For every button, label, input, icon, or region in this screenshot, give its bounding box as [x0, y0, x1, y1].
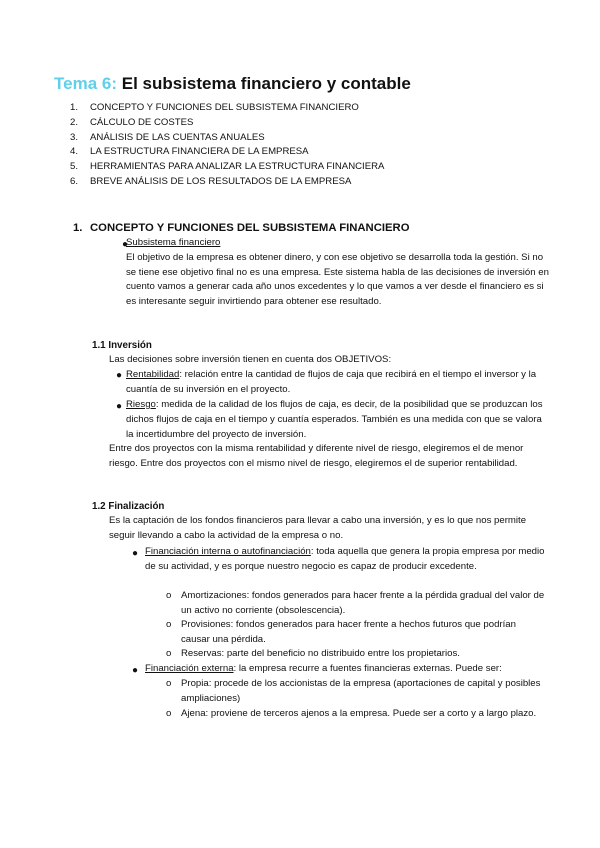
toc-number: 5.: [70, 161, 79, 173]
toc-label: BREVE ANÁLISIS DE LOS RESULTADOS DE LA EMPRESA: [90, 175, 352, 187]
bullet-icon: ●: [132, 548, 139, 559]
toc-number: 1.: [70, 102, 79, 113]
propia-item: Propia: procede de los accionistas de la empresa (aportaciones de capital y posibles ampliaciones): [181, 678, 541, 704]
bullet-icon: ●: [132, 665, 139, 676]
toc-item: [70, 131, 384, 146]
riesgo-label: Riesgo: [126, 399, 156, 410]
section-1-title: CONCEPTO Y FUNCIONES DEL SUBSISTEMA FINANCIERO: [90, 222, 410, 234]
riesgo-item: [126, 398, 551, 442]
interna-text: : toda aquella que genera la propia empresa por medio de su actividad, y es porque nuestro negocio es capaz de producir excedente.: [145, 546, 545, 572]
section-1-number: 1.: [73, 222, 83, 234]
circle-bullet-icon: o: [166, 708, 172, 719]
toc-number: 2.: [70, 116, 79, 128]
bullet-icon: ●: [116, 370, 123, 381]
toc-number: 3.: [70, 131, 79, 143]
financiacion-externa-item: [145, 662, 555, 677]
inversion-intro: Las decisiones sobre inversión tienen en cuenta dos OBJETIVOS:: [109, 354, 392, 365]
section-1-heading: [73, 221, 410, 236]
toc-item: [70, 145, 384, 160]
toc-item: [70, 101, 384, 116]
subsistema-label: Subsistema financiero: [126, 237, 221, 248]
inversion-heading: 1.1 Inversión: [92, 340, 152, 351]
interna-label: Financiación interna o autofinanciación: [145, 546, 311, 557]
rentabilidad-label: Rentabilidad: [126, 369, 180, 380]
provisiones-item: Provisiones: fondos generados para hacer frente a hechos futuros que podrían causar una pérdida.: [181, 619, 516, 645]
externa-text: : la empresa recurre a fuentes financieras externas. Puede ser:: [233, 663, 502, 674]
toc-item: [70, 175, 384, 190]
title-text: El subsistema financiero y contable: [121, 74, 411, 93]
toc-item: [70, 160, 384, 175]
bullet-icon: ●: [122, 239, 129, 250]
toc-label: CÁLCULO DE COSTES: [90, 116, 194, 128]
toc-number: 4.: [70, 146, 79, 158]
title-prefix: Tema 6:: [54, 74, 117, 93]
rentabilidad-text: : relación entre la cantidad de flujos de caja que recibirá en el tiempo el inversor y la cuantía de su inversión en el proyecto.: [126, 369, 537, 395]
circle-bullet-icon: o: [166, 590, 172, 601]
circle-bullet-icon: o: [166, 619, 172, 630]
ajena-item: Ajena: proviene de terceros ajenos a la empresa. Puede ser a corto y a largo plazo.: [181, 708, 537, 719]
document-title: [54, 73, 411, 95]
rentabilidad-item: [126, 368, 551, 398]
toc-label: CONCEPTO Y FUNCIONES DEL SUBSISTEMA FINANCIERO: [90, 102, 359, 113]
bullet-icon: ●: [116, 401, 123, 412]
toc-number: 6.: [70, 175, 79, 187]
amortizaciones-item: Amortizaciones: fondos generados para hacer frente a la pérdida gradual del valor de un activo no corriente (obsolescencia).: [181, 590, 545, 616]
toc-label: HERRAMIENTAS PARA ANALIZAR LA ESTRUCTURA FINANCIERA: [90, 161, 385, 173]
table-of-contents: [70, 101, 384, 190]
circle-bullet-icon: o: [166, 678, 172, 689]
toc-item: [70, 116, 384, 131]
subsistema-text: El objetivo de la empresa es obtener dinero, y con ese objetivo se desarrolla toda la gestión. Si no se tiene ese objetivo final no es una empresa. Este sistema habla de las decisiones de inversión en cuento vamos a generar cada año unos excedentes y lo que vamos a ver desde el financiero es si es interesante seguir invirtiendo para obtener ese resultado.: [126, 251, 549, 308]
finalizacion-heading: 1.2 Finalización: [92, 501, 165, 512]
finalizacion-intro: Es la captación de los fondos financieros para llevar a cabo una inversión, y es lo que nos permite seguir llevando a cabo la actividad de la empresa o no.: [109, 515, 527, 541]
toc-label: LA ESTRUCTURA FINANCIERA DE LA EMPRESA: [90, 146, 309, 158]
reservas-item: Reservas: parte del beneficio no distribuido entre los propietarios.: [181, 648, 460, 659]
toc-label: ANÁLISIS DE LAS CUENTAS ANUALES: [90, 131, 265, 143]
financiacion-interna-item: [145, 545, 550, 575]
circle-bullet-icon: o: [166, 648, 172, 659]
inversion-closing: Entre dos proyectos con la misma rentabilidad y diferente nivel de riesgo, elegiremos el de menor riesgo. Entre dos proyectos con el mismo nivel de riesgo, elegiremos el de superior rentabilidad.: [109, 443, 524, 469]
riesgo-text: : medida de la calidad de los flujos de caja, es decir, de la posibilidad que se produzcan los dichos flujos de caja en el tiempo y cuantía esperados. También es una medida con que se valora la incertidumbre del proyecto de inversión.: [126, 399, 543, 440]
subsistema-paragraph: [126, 236, 551, 310]
externa-label: Financiación externa: [145, 663, 234, 674]
